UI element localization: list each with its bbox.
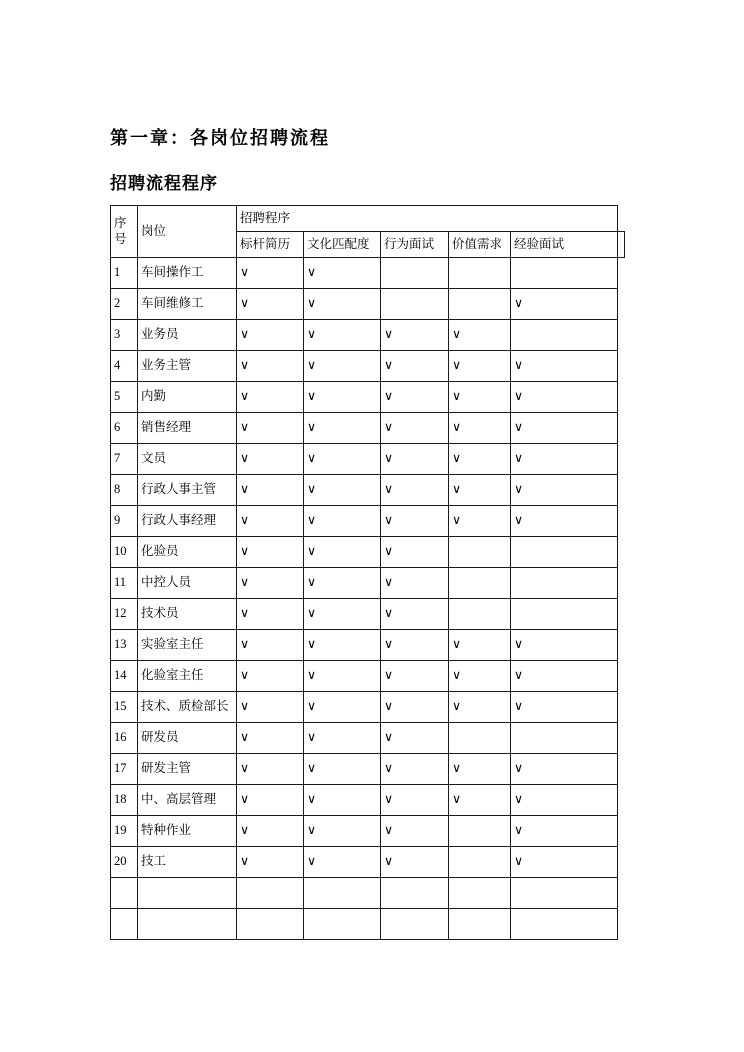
row-position-cell: 车间操作工	[138, 258, 237, 289]
header-serial-number: 序号	[111, 206, 138, 258]
check-cell: ∨	[237, 785, 304, 816]
check-cell: ∨	[381, 568, 449, 599]
check-cell: ∨	[511, 444, 618, 475]
row-serial-number-cell: 18	[111, 785, 138, 816]
empty-cell	[449, 723, 511, 754]
check-cell: ∨	[381, 444, 449, 475]
check-cell: ∨	[237, 661, 304, 692]
check-cell: ∨	[304, 785, 381, 816]
row-serial-number-cell: 5	[111, 382, 138, 413]
empty-cell	[511, 599, 618, 630]
check-cell: ∨	[381, 630, 449, 661]
check-cell: ∨	[381, 320, 449, 351]
empty-cell	[381, 878, 449, 909]
row-serial-number-cell: 1	[111, 258, 138, 289]
check-cell: ∨	[381, 351, 449, 382]
table-row	[111, 289, 618, 320]
row-position-cell: 销售经理	[138, 413, 237, 444]
chapter-title: 第一章：各岗位招聘流程	[110, 128, 330, 148]
row-position-cell: 技工	[138, 847, 237, 878]
row-position-cell: 研发员	[138, 723, 237, 754]
empty-cell	[511, 878, 618, 909]
row-position-cell: 技术、质检部长	[138, 692, 237, 723]
check-cell: ∨	[304, 289, 381, 320]
empty-cell	[449, 599, 511, 630]
check-cell: ∨	[304, 754, 381, 785]
check-cell: ∨	[237, 723, 304, 754]
check-cell: ∨	[449, 692, 511, 723]
table-row	[111, 537, 618, 568]
empty-cell	[381, 289, 449, 320]
check-cell: ∨	[511, 816, 618, 847]
row-position-cell: 中控人员	[138, 568, 237, 599]
check-cell: ∨	[381, 847, 449, 878]
empty-cell	[381, 258, 449, 289]
check-cell: ∨	[381, 413, 449, 444]
check-cell: ∨	[449, 754, 511, 785]
row-serial-number-cell: 4	[111, 351, 138, 382]
row-serial-number-cell: 20	[111, 847, 138, 878]
row-serial-number-cell: 12	[111, 599, 138, 630]
empty-cell	[304, 878, 381, 909]
row-position-cell: 文员	[138, 444, 237, 475]
check-cell: ∨	[381, 723, 449, 754]
check-cell: ∨	[381, 382, 449, 413]
check-cell: ∨	[304, 692, 381, 723]
header-position: 岗位	[138, 206, 237, 258]
row-serial-number-cell: 15	[111, 692, 138, 723]
check-cell: ∨	[511, 847, 618, 878]
check-cell: ∨	[304, 351, 381, 382]
check-cell: ∨	[237, 444, 304, 475]
empty-cell	[449, 909, 511, 940]
check-cell: ∨	[237, 258, 304, 289]
check-cell: ∨	[381, 754, 449, 785]
empty-cell	[449, 537, 511, 568]
header-procedure-group: 招聘程序	[237, 206, 618, 232]
table-row	[111, 413, 618, 444]
check-cell: ∨	[304, 506, 381, 537]
row-serial-number-cell: 7	[111, 444, 138, 475]
row-position-cell: 业务主管	[138, 351, 237, 382]
table-row	[111, 661, 618, 692]
empty-cell	[449, 258, 511, 289]
row-serial-number-cell: 8	[111, 475, 138, 506]
check-cell: ∨	[381, 816, 449, 847]
header-behavioral-interview: 行为面试	[381, 232, 449, 258]
row-position-cell: 内勤	[138, 382, 237, 413]
check-cell: ∨	[237, 382, 304, 413]
check-cell: ∨	[511, 351, 618, 382]
table-row	[111, 785, 618, 816]
check-cell: ∨	[237, 692, 304, 723]
table-row	[111, 692, 618, 723]
check-cell: ∨	[237, 816, 304, 847]
empty-cell	[511, 258, 618, 289]
empty-cell	[511, 723, 618, 754]
row-position-cell: 中、高层管理	[138, 785, 237, 816]
check-cell: ∨	[237, 599, 304, 630]
empty-cell	[511, 320, 618, 351]
check-cell: ∨	[237, 847, 304, 878]
empty-cell	[237, 878, 304, 909]
check-cell: ∨	[511, 692, 618, 723]
row-serial-number-cell: 14	[111, 661, 138, 692]
empty-cell	[449, 816, 511, 847]
check-cell: ∨	[511, 382, 618, 413]
empty-cell	[449, 847, 511, 878]
check-cell: ∨	[304, 320, 381, 351]
header-row-extension-line	[617, 231, 625, 258]
check-cell: ∨	[449, 382, 511, 413]
empty-cell	[511, 909, 618, 940]
table-row	[111, 475, 618, 506]
check-cell: ∨	[237, 506, 304, 537]
row-serial-number-cell: 3	[111, 320, 138, 351]
table-row	[111, 816, 618, 847]
row-position-cell: 实验室主任	[138, 630, 237, 661]
check-cell: ∨	[304, 847, 381, 878]
check-cell: ∨	[449, 785, 511, 816]
check-cell: ∨	[381, 599, 449, 630]
check-cell: ∨	[511, 506, 618, 537]
empty-cell	[511, 568, 618, 599]
check-cell: ∨	[381, 475, 449, 506]
check-cell: ∨	[511, 413, 618, 444]
row-position-cell: 业务员	[138, 320, 237, 351]
check-cell: ∨	[381, 692, 449, 723]
check-cell: ∨	[304, 413, 381, 444]
table-row	[111, 351, 618, 382]
check-cell: ∨	[449, 351, 511, 382]
table-body	[111, 258, 618, 940]
check-cell: ∨	[511, 630, 618, 661]
check-cell: ∨	[449, 630, 511, 661]
check-cell: ∨	[304, 630, 381, 661]
table-row	[111, 506, 618, 537]
check-cell: ∨	[449, 475, 511, 506]
table-row	[111, 630, 618, 661]
row-position-cell: 研发主管	[138, 754, 237, 785]
check-cell: ∨	[237, 568, 304, 599]
check-cell: ∨	[304, 661, 381, 692]
empty-cell	[237, 909, 304, 940]
row-serial-number-cell: 16	[111, 723, 138, 754]
check-cell: ∨	[304, 444, 381, 475]
check-cell: ∨	[449, 661, 511, 692]
row-serial-number-cell: 13	[111, 630, 138, 661]
check-cell: ∨	[511, 475, 618, 506]
check-cell: ∨	[381, 537, 449, 568]
check-cell: ∨	[511, 785, 618, 816]
check-cell: ∨	[449, 413, 511, 444]
empty-row	[111, 878, 618, 909]
header-culture-fit: 文化匹配度	[304, 232, 381, 258]
check-cell: ∨	[237, 537, 304, 568]
table-row	[111, 847, 618, 878]
row-serial-number-cell: 2	[111, 289, 138, 320]
check-cell: ∨	[237, 754, 304, 785]
empty-row	[111, 909, 618, 940]
empty-cell	[138, 878, 237, 909]
row-serial-number-cell: 11	[111, 568, 138, 599]
header-experience-interview: 经验面试	[511, 232, 618, 258]
check-cell: ∨	[237, 413, 304, 444]
check-cell: ∨	[304, 258, 381, 289]
table-row	[111, 568, 618, 599]
empty-cell	[138, 909, 237, 940]
check-cell: ∨	[304, 568, 381, 599]
check-cell: ∨	[237, 289, 304, 320]
recruitment-process-table	[110, 205, 618, 940]
check-cell: ∨	[237, 351, 304, 382]
check-cell: ∨	[237, 475, 304, 506]
table-row	[111, 754, 618, 785]
row-serial-number-cell: 10	[111, 537, 138, 568]
row-position-cell: 行政人事经理	[138, 506, 237, 537]
empty-cell	[381, 909, 449, 940]
table-row	[111, 382, 618, 413]
table-row	[111, 320, 618, 351]
check-cell: ∨	[381, 785, 449, 816]
empty-cell	[511, 537, 618, 568]
check-cell: ∨	[304, 723, 381, 754]
table-row	[111, 723, 618, 754]
empty-cell	[449, 878, 511, 909]
empty-cell	[111, 878, 138, 909]
check-cell: ∨	[381, 506, 449, 537]
check-cell: ∨	[304, 816, 381, 847]
check-cell: ∨	[511, 289, 618, 320]
header-value-needs: 价值需求	[449, 232, 511, 258]
check-cell: ∨	[304, 537, 381, 568]
row-serial-number-cell: 19	[111, 816, 138, 847]
header-benchmark-resume: 标杆简历	[237, 232, 304, 258]
row-position-cell: 化验员	[138, 537, 237, 568]
check-cell: ∨	[449, 444, 511, 475]
check-cell: ∨	[237, 630, 304, 661]
row-serial-number-cell: 9	[111, 506, 138, 537]
table-row	[111, 258, 618, 289]
table-row	[111, 599, 618, 630]
row-position-cell: 车间维修工	[138, 289, 237, 320]
row-serial-number-cell: 17	[111, 754, 138, 785]
check-cell: ∨	[511, 754, 618, 785]
row-serial-number-cell: 6	[111, 413, 138, 444]
table-row	[111, 444, 618, 475]
check-cell: ∨	[449, 506, 511, 537]
table-header-row-top	[111, 206, 618, 232]
empty-cell	[449, 289, 511, 320]
check-cell: ∨	[381, 661, 449, 692]
check-cell: ∨	[511, 661, 618, 692]
empty-cell	[111, 909, 138, 940]
row-position-cell: 行政人事主管	[138, 475, 237, 506]
check-cell: ∨	[237, 320, 304, 351]
empty-cell	[304, 909, 381, 940]
row-position-cell: 特种作业	[138, 816, 237, 847]
check-cell: ∨	[449, 320, 511, 351]
check-cell: ∨	[304, 475, 381, 506]
row-position-cell: 化验室主任	[138, 661, 237, 692]
row-position-cell: 技术员	[138, 599, 237, 630]
check-cell: ∨	[304, 382, 381, 413]
section-title: 招聘流程程序	[110, 174, 218, 193]
check-cell: ∨	[304, 599, 381, 630]
empty-cell	[449, 568, 511, 599]
